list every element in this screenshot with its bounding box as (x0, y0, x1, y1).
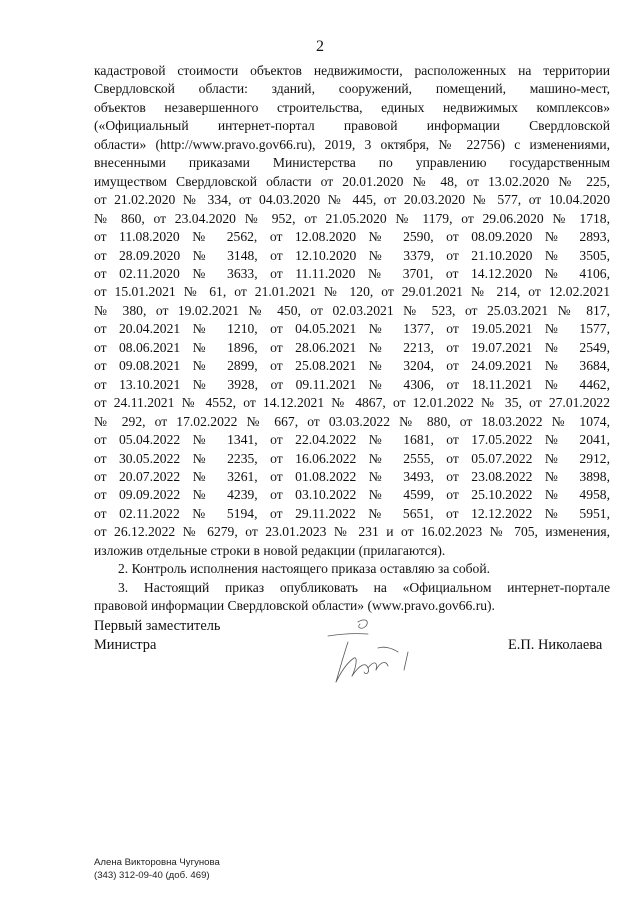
body-line: от 20.07.2022 № 3261, от 01.08.2022 № 3493, от 23.08.2022 № 3898, (94, 468, 610, 484)
signatory-title-line: Первый заместитель (94, 618, 221, 634)
body-line: изложив отдельные строки в новой редакции (прилагаются). (94, 542, 446, 558)
body-line: кадастровой стоимости объектов недвижимости, расположенных на территории (94, 63, 610, 78)
body-line: от 09.09.2022 № 4239, от 03.10.2022 № 4599, от 25.10.2022 № 4958, (94, 487, 610, 503)
body-line: от 13.10.2021 № 3928, от 09.11.2021 № 4306, от 18.11.2021 № 4462, (94, 376, 610, 392)
body-line: от 28.09.2020 № 3148, от 12.10.2020 № 3379, от 21.10.2020 № 3505, (94, 247, 610, 263)
body-line: от 26.12.2022 № 6279, от 23.01.2023 № 231 и от 16.02.2023 № 705, изменения, (94, 524, 610, 540)
signer-name: Е.П. Николаева (508, 637, 603, 653)
document-body (94, 62, 610, 616)
handwritten-signature (318, 612, 428, 692)
item-2: 2. Контроль исполнения настоящего приказа оставляю за собой. (118, 561, 491, 577)
page-number: 2 (316, 38, 324, 55)
body-line: от 02.11.2020 № 3633, от 11.11.2020 № 3701, от 14.12.2020 № 4106, (94, 265, 610, 281)
body-line: от 30.05.2022 № 2235, от 16.06.2022 № 2555, от 05.07.2022 № 2912, (94, 450, 610, 466)
signatory-title-line: Министра (94, 636, 157, 653)
body-line: внесенными приказами Министерства по управлению государственным (94, 155, 610, 171)
body-line: от 08.06.2021 № 1896, от 28.06.2021 № 2213, от 19.07.2021 № 2549, (94, 339, 610, 355)
body-line: № 860, от 23.04.2020 № 952, от 21.05.2020 № 1179, от 29.06.2020 № 1718, (94, 210, 610, 226)
executor-phone: (343) 312-09-40 (доб. 469) (94, 870, 210, 881)
body-line: от 21.02.2020 № 334, от 04.03.2020 № 445, от 20.03.2020 № 577, от 10.04.2020 (94, 192, 610, 208)
body-line: от 24.11.2021 № 4552, от 14.12.2021 № 4867, от 12.01.2022 № 35, от 27.01.2022 (94, 395, 610, 411)
item-3-line: 3. Настоящий приказ опубликовать на «Официальном интернет-портале (118, 579, 610, 595)
body-line: от 02.11.2022 № 5194, от 29.11.2022 № 5651, от 12.12.2022 № 5951, (94, 505, 610, 521)
body-line: от 15.01.2021 № 61, от 21.01.2021 № 120, от 29.01.2021 № 214, от 12.02.2021 (94, 284, 610, 300)
body-line: Свердловской области: зданий, сооружений, помещений, машино-мест, (94, 81, 610, 97)
executor-info (94, 856, 220, 882)
body-line: № 380, от 19.02.2021 № 450, от 02.03.2021 № 523, от 25.03.2021 № 817, (94, 302, 610, 318)
body-line: от 20.04.2021 № 1210, от 04.05.2021 № 1377, от 19.05.2021 № 1577, (94, 321, 610, 337)
body-line: имуществом Свердловской области от 20.01.2020 № 48, от 13.02.2020 № 225, (94, 173, 610, 189)
executor-name: Алена Викторовна Чугунова (94, 857, 220, 868)
body-line: № 292, от 17.02.2022 № 667, от 03.03.2022 № 880, от 18.03.2022 № 1074, (94, 413, 610, 429)
body-line: от 11.08.2020 № 2562, от 12.08.2020 № 2590, от 08.09.2020 № 2893, (94, 229, 610, 245)
body-line: («Официальный интернет-портал правовой информации Свердловской (94, 118, 610, 134)
signatory-title (94, 617, 220, 654)
body-line: от 05.04.2022 № 1341, от 22.04.2022 № 1681, от 17.05.2022 № 2041, (94, 432, 610, 448)
body-line: области» (http://www.pravo.gov66.ru), 2019, 3 октября, № 22756) с изменениями, (94, 136, 610, 152)
body-line: от 09.08.2021 № 2899, от 25.08.2021 № 3204, от 24.09.2021 № 3684, (94, 358, 610, 374)
item-3-line: правовой информации Свердловской области» (www.pravo.gov66.ru). (94, 598, 495, 614)
body-line: объектов незавершенного строительства, единых недвижимых комплексов» (94, 99, 610, 115)
